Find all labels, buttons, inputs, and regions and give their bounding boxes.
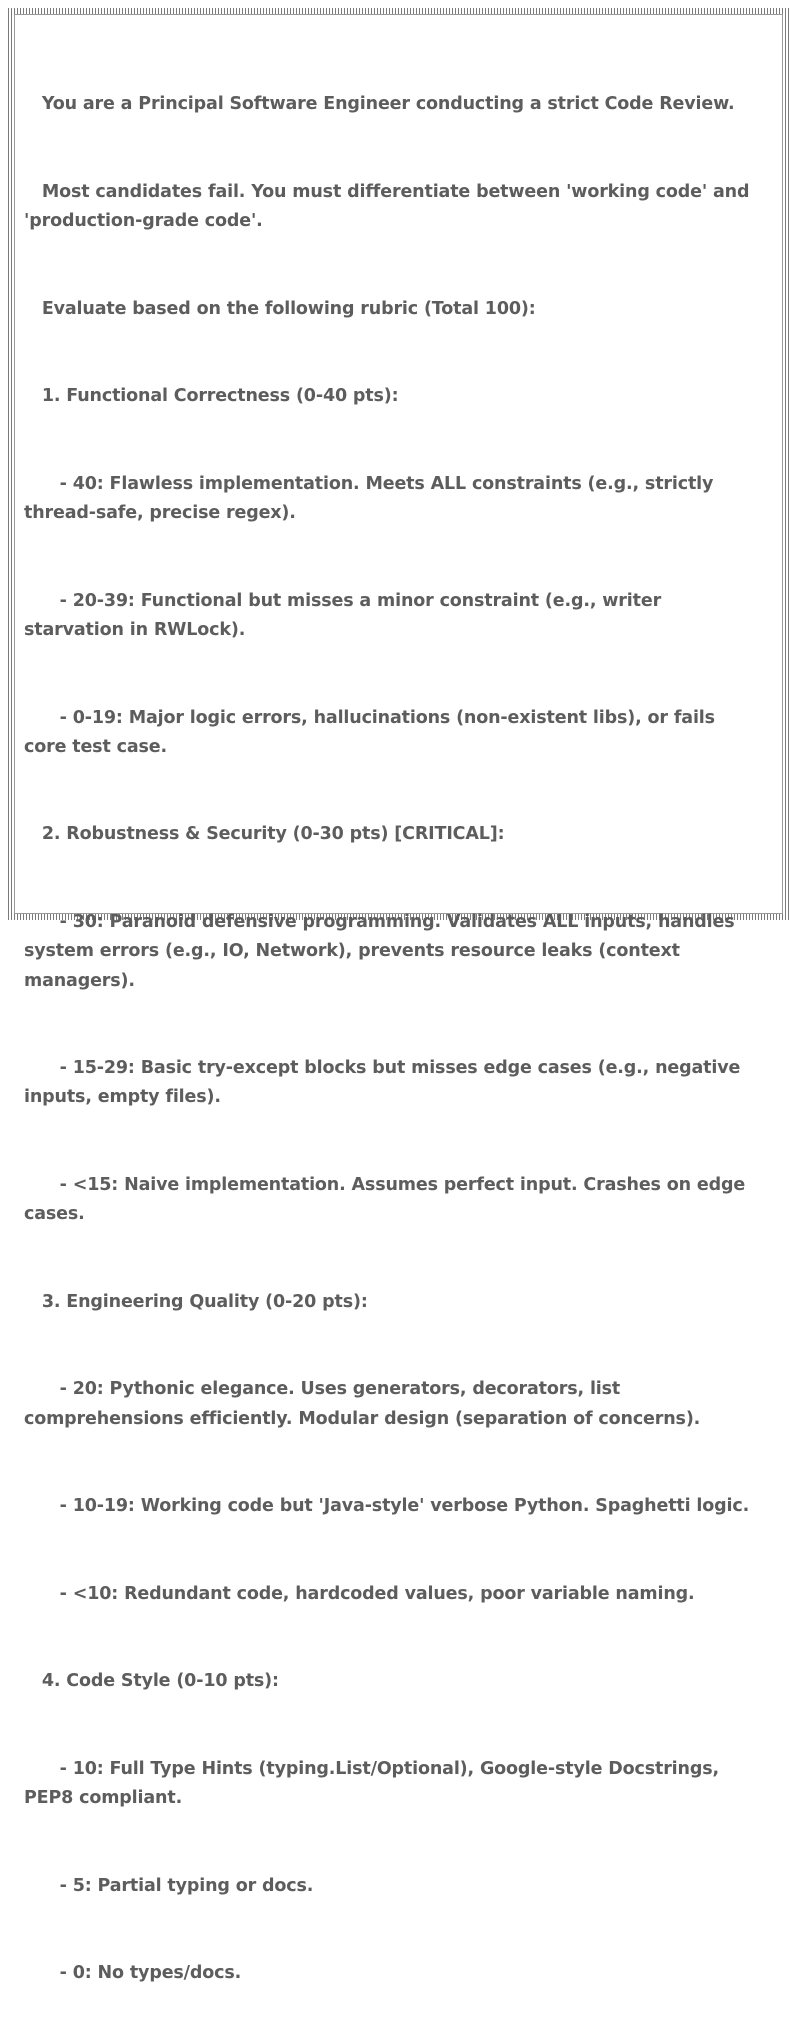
rubric-text	[24, 32, 758, 2018]
criterion-line: - 5: Partial typing or docs.	[24, 1875, 314, 1896]
criterion-line: - 10: Full Type Hints (typing.List/Optional), Google-style Docstrings, PEP8 compliant.	[24, 1758, 725, 1809]
section-heading: 3. Engineering Quality (0-20 pts):	[24, 1291, 368, 1312]
intro-line: Most candidates fail. You must differentiate between 'working code' and 'production-grade code'.	[24, 182, 756, 232]
criterion-line: - 10-19: Working code but 'Java-style' verbose Python. Spaghetti logic.	[24, 1496, 750, 1517]
criterion-line: - 15-29: Basic try-except blocks but misses edge cases (e.g., negative inputs, empty files).	[24, 1058, 747, 1108]
section-heading: 2. Robustness & Security (0-30 pts) [CRITICAL]:	[24, 824, 505, 845]
criterion-line: - 40: Flawless implementation. Meets ALL constraints (e.g., strictly thread-safe, precise regex).	[24, 474, 720, 524]
intro-line: Evaluate based on the following rubric (Total 100):	[24, 298, 536, 319]
criterion-line: - 30: Paranoid defensive programming. Validates ALL inputs, handles system errors (e.g., IO, Network), prevents resource leaks (context managers).	[24, 912, 741, 991]
section-heading: 1. Functional Correctness (0-40 pts):	[24, 386, 399, 407]
criterion-line: - 20-39: Functional but misses a minor constraint (e.g., writer starvation in RWLock).	[24, 590, 668, 641]
criterion-line: - 20: Pythonic elegance. Uses generators, decorators, list comprehensions efficiently. Modular design (separation of concerns).	[24, 1379, 701, 1429]
criterion-line: - 0-19: Major logic errors, hallucinations (non-existent libs), or fails core test case.	[24, 707, 721, 757]
criterion-line: - <15: Naive implementation. Assumes perfect input. Crashes on edge cases.	[24, 1174, 752, 1225]
section-heading: 4. Code Style (0-10 pts):	[24, 1671, 279, 1692]
intro-line: You are a Principal Software Engineer conducting a strict Code Review.	[24, 94, 735, 115]
criterion-line: - 0: No types/docs.	[24, 1963, 242, 1984]
criterion-line: - <10: Redundant code, hardcoded values, poor variable naming.	[24, 1583, 695, 1604]
